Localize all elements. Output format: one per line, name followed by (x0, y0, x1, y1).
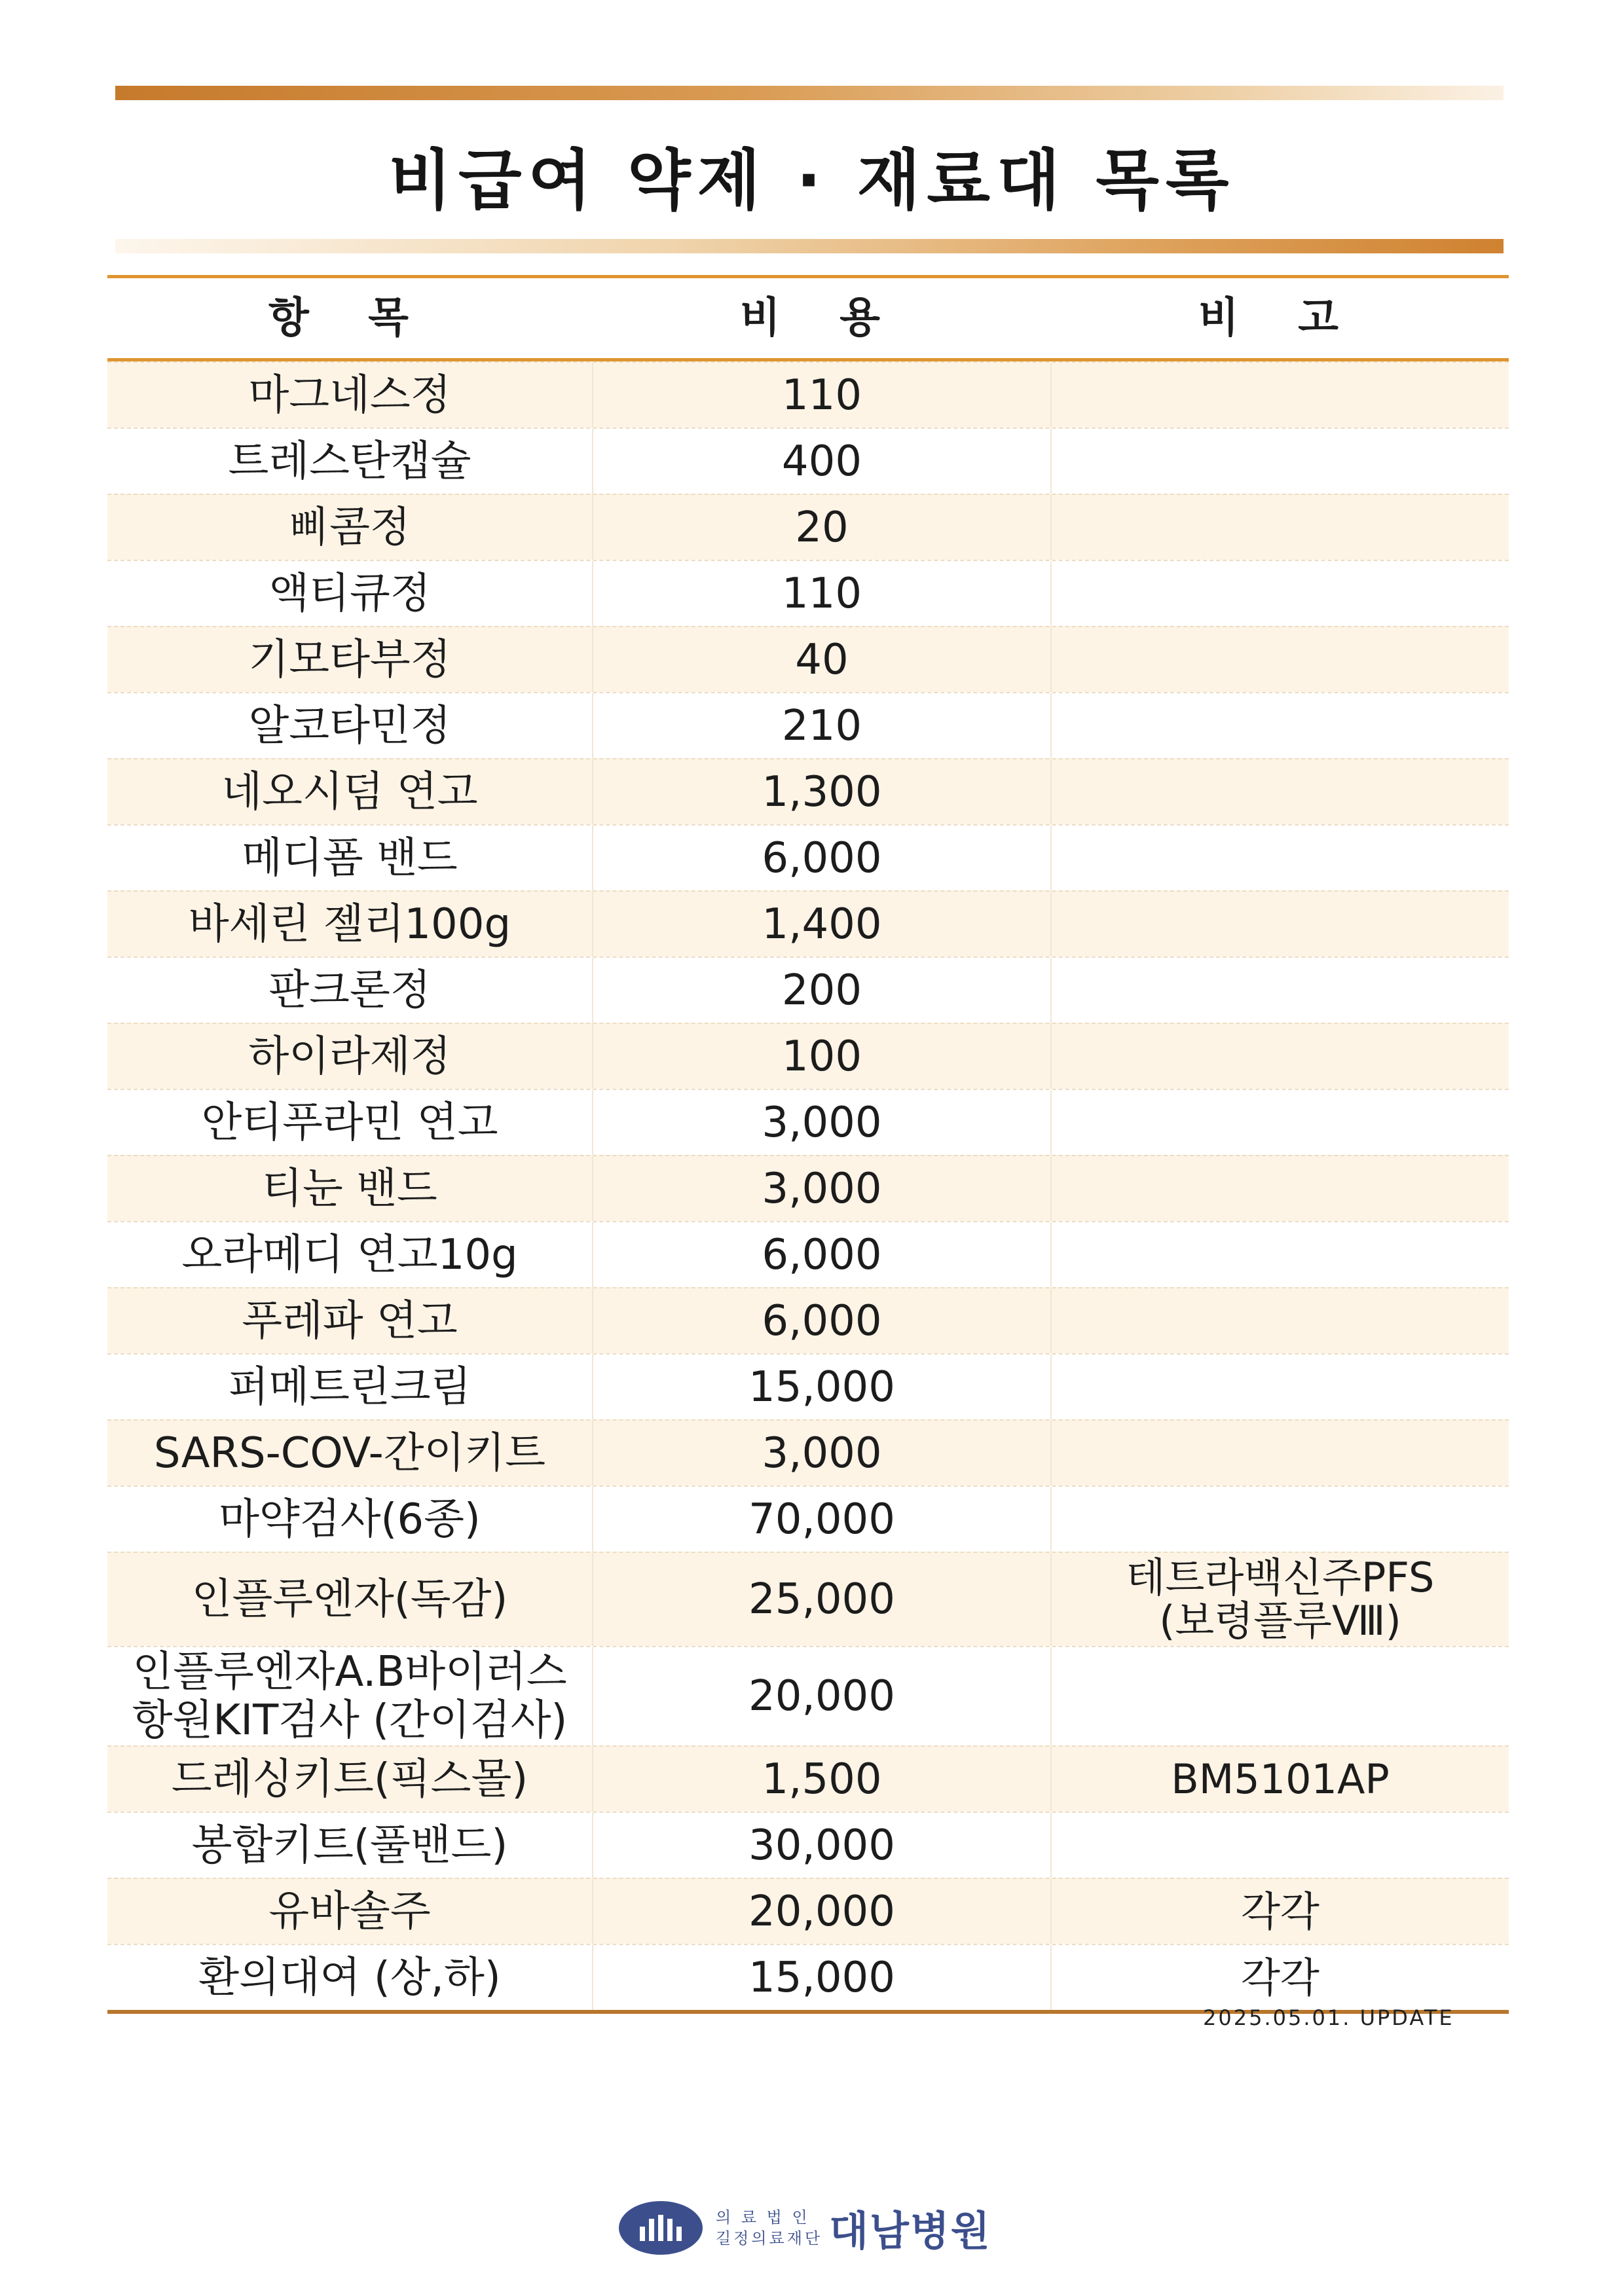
cost-cell: 110 (592, 363, 1050, 428)
table-row (107, 1745, 1509, 1812)
cost-cell: 20 (592, 495, 1050, 560)
item-cell: 인플루엔자A.B바이러스 항원KIT검사 (간이검사) (132, 1648, 568, 1745)
item-cell: 판크론정 (268, 966, 431, 1015)
item-cell: 유바솔주 (268, 1887, 431, 1936)
cost-cell: 1,300 (592, 759, 1050, 824)
cost-cell: 100 (592, 1024, 1050, 1089)
item-cell: 오라메디 연고10g (181, 1230, 518, 1279)
item-cell: 삐콤정 (289, 503, 411, 552)
item-cell: 네오시덤 연고 (221, 767, 478, 816)
item-cell: 봉합키트(풀밴드) (191, 1821, 508, 1870)
item-cell: 트레스탄캡슐 (228, 437, 471, 486)
cost-cell: 3,000 (592, 1090, 1050, 1155)
note-cell (1050, 495, 1509, 560)
hospital-logo (619, 2198, 991, 2257)
cost-cell: 20,000 (592, 1647, 1050, 1745)
item-cell: 환의대여 (상,하) (198, 1953, 501, 2002)
cost-cell: 30,000 (592, 1813, 1050, 1878)
note-cell (1050, 1647, 1509, 1745)
table-row (107, 1485, 1509, 1552)
cost-cell: 1,400 (592, 892, 1050, 957)
item-cell: 푸레파 연고 (242, 1296, 458, 1345)
note-cell (1050, 1813, 1509, 1878)
note-cell (1050, 627, 1509, 692)
item-cell: 마약검사(6종) (219, 1495, 481, 1544)
table-row (107, 1221, 1509, 1287)
note-cell (1050, 1024, 1509, 1089)
hospital-name: 대남병원 (829, 2207, 991, 2255)
cost-cell: 15,000 (592, 1945, 1050, 2010)
item-cell: 마그네스정 (248, 371, 451, 420)
note-cell (1050, 1222, 1509, 1287)
table-row (107, 1155, 1509, 1221)
cost-cell: 200 (592, 958, 1050, 1023)
header-note: 비 고 (1198, 294, 1361, 342)
cost-cell: 110 (592, 561, 1050, 626)
cost-cell: 1,500 (592, 1747, 1050, 1812)
cost-cell: 20,000 (592, 1879, 1050, 1944)
item-cell: 인플루엔자(독감) (191, 1575, 508, 1624)
note-cell (1050, 363, 1509, 428)
note-cell (1050, 693, 1509, 758)
logo-subtitle: 의 료 법 인 길정의료재단 (716, 2208, 823, 2248)
note-cell (1050, 958, 1509, 1023)
table-row (107, 494, 1509, 560)
item-cell: 드레싱키트(픽스몰) (171, 1755, 528, 1804)
item-cell: 퍼메트린크림 (228, 1362, 471, 1412)
cost-cell: 15,000 (592, 1355, 1050, 1419)
item-cell: 바세린 젤리100g (188, 900, 511, 949)
item-cell: 기모타부정 (248, 635, 451, 684)
note-cell: 각각 (1050, 1945, 1509, 2010)
note-cell (1050, 892, 1509, 957)
table-row (107, 1552, 1509, 1646)
note-cell (1050, 1156, 1509, 1221)
item-cell: SARS-COV-간이키트 (153, 1429, 546, 1478)
cost-cell: 25,000 (592, 1553, 1050, 1646)
cost-cell: 3,000 (592, 1421, 1050, 1485)
table-row (107, 890, 1509, 957)
table-row (107, 560, 1509, 626)
note-cell (1050, 1421, 1509, 1485)
note-cell: 각각 (1050, 1879, 1509, 1944)
table-row (107, 1878, 1509, 1944)
cost-cell: 210 (592, 693, 1050, 758)
table-row (107, 626, 1509, 692)
note-cell (1050, 561, 1509, 626)
note-cell (1050, 759, 1509, 824)
table-row (107, 1353, 1509, 1419)
table-row (107, 1419, 1509, 1485)
cost-cell: 6,000 (592, 826, 1050, 890)
note-cell (1050, 1288, 1509, 1353)
table-row (107, 957, 1509, 1023)
table-row (107, 361, 1509, 428)
table-row (107, 692, 1509, 758)
table-row (107, 428, 1509, 494)
item-cell: 알코타민정 (248, 701, 451, 750)
note-cell (1050, 1355, 1509, 1419)
item-cell: 액티큐정 (268, 569, 431, 618)
cost-cell: 70,000 (592, 1487, 1050, 1552)
table-row (107, 1944, 1509, 2010)
note-cell: BM5101AP (1050, 1747, 1509, 1812)
item-cell: 안티푸라민 연고 (201, 1098, 498, 1147)
table-row (107, 1023, 1509, 1089)
cost-cell: 40 (592, 627, 1050, 692)
header-item: 항 목 (268, 294, 431, 342)
table-body (107, 361, 1509, 2010)
table-row (107, 758, 1509, 824)
table-row (107, 1812, 1509, 1878)
cost-cell: 6,000 (592, 1222, 1050, 1287)
note-cell (1050, 429, 1509, 494)
top-decorative-band (115, 86, 1504, 100)
update-date: 2025.05.01. UPDATE (1203, 2005, 1454, 2030)
note-cell: 테트라백신주PFS (보령플루Ⅷ) (1050, 1553, 1509, 1646)
bottom-decorative-band (115, 239, 1504, 253)
note-cell (1050, 826, 1509, 890)
page-title: 비급여 약제 · 재료대 목록 (388, 142, 1236, 219)
note-cell (1050, 1487, 1509, 1552)
table-row (107, 1646, 1509, 1745)
table-row (107, 1287, 1509, 1353)
price-table (107, 275, 1509, 2014)
cost-cell: 400 (592, 429, 1050, 494)
table-row (107, 1089, 1509, 1155)
item-cell: 메디폼 밴드 (242, 833, 458, 883)
header-cost: 비 용 (740, 294, 902, 342)
note-cell (1050, 1090, 1509, 1155)
item-cell: 하이라제정 (248, 1032, 451, 1081)
cost-cell: 3,000 (592, 1156, 1050, 1221)
hospital-emblem-icon (619, 2201, 703, 2255)
item-cell: 티눈 밴드 (262, 1164, 437, 1213)
table-header (107, 278, 1509, 358)
table-row (107, 824, 1509, 890)
cost-cell: 6,000 (592, 1288, 1050, 1353)
